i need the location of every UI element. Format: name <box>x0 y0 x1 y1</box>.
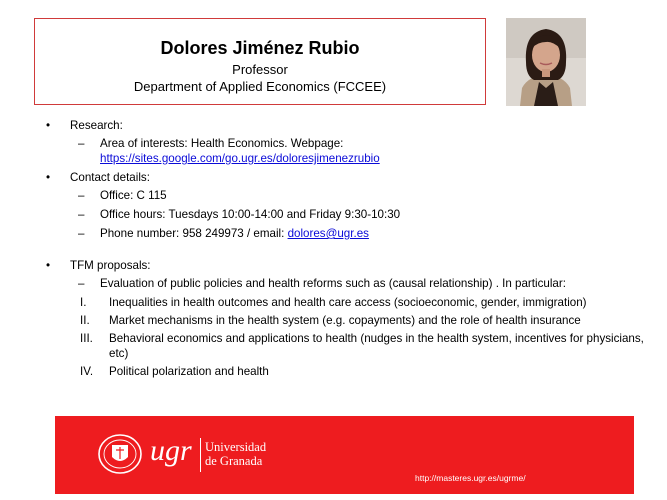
research-item <box>44 136 644 166</box>
tfm-item-text: Political polarization and health <box>109 365 269 378</box>
contact-bullet <box>44 170 644 185</box>
svg-text:ugr: ugr <box>150 434 192 467</box>
tfm-item <box>44 313 644 328</box>
tfm-item-number: I. <box>80 296 87 309</box>
bullet-icon: • <box>46 119 51 132</box>
dash-icon: – <box>78 137 85 150</box>
contact-label: Contact details: <box>70 171 150 184</box>
tfm-item <box>44 295 644 310</box>
tfm-item-text: Market mechanisms in the health system (e.g. copayments) and the role of health insurance <box>109 314 581 327</box>
phone-text: Phone number: 958 249973 / email: <box>100 227 288 240</box>
person-name: Dolores Jiménez Rubio <box>160 38 360 58</box>
tfm-item-text: Behavioral economics and applications to health (nudges in the health system, incentives for physicians, etc) <box>109 332 644 360</box>
tfm-bullet <box>44 258 644 273</box>
bullet-icon: • <box>46 171 51 184</box>
ugr-logo <box>150 434 198 468</box>
tfm-intro-text: Evaluation of public policies and health reforms such as (causal relationship) . In particular: <box>100 277 566 290</box>
tfm-item <box>44 364 644 379</box>
department: Department of Applied Economics (FCCEE) <box>133 79 387 94</box>
research-bullet <box>44 118 644 133</box>
office-text: Office: C 115 <box>100 189 167 202</box>
dash-icon: – <box>78 227 85 240</box>
tfm-label: TFM proposals: <box>70 259 151 272</box>
tfm-item-number: III. <box>80 332 93 345</box>
header-box <box>34 18 486 105</box>
tfm-item-number: IV. <box>80 365 94 378</box>
dash-icon: – <box>78 208 85 221</box>
dash-icon: – <box>78 277 85 290</box>
tfm-item <box>44 331 644 361</box>
footer-banner <box>55 416 634 494</box>
content <box>44 118 644 382</box>
footer-url: http://masteres.ugr.es/ugrme/ <box>415 473 526 483</box>
university-line-2: de Granada <box>205 454 263 468</box>
profile-photo <box>506 18 586 106</box>
tfm-item-text: Inequalities in health outcomes and health care access (socioeconomic, gender, immigration) <box>109 296 587 309</box>
tfm-item-number: II. <box>80 314 90 327</box>
university-name <box>205 440 266 468</box>
university-seal-icon <box>97 433 143 475</box>
university-line-1: Universidad <box>205 440 267 454</box>
dash-icon: – <box>78 189 85 202</box>
research-text: Area of interests: Health Economics. Webpage: <box>100 137 344 150</box>
person-role: Professor <box>232 62 288 77</box>
research-label: Research: <box>70 119 123 132</box>
webpage-link[interactable]: https://sites.google.com/go.ugr.es/doloresjimenezrubio <box>100 152 380 165</box>
hours-item <box>44 207 644 222</box>
logo-separator <box>200 438 201 472</box>
phone-item <box>44 226 644 241</box>
hours-text: Office hours: Tuesdays 10:00-14:00 and Friday 9:30-10:30 <box>100 208 401 221</box>
bullet-icon: • <box>46 259 51 272</box>
tfm-intro <box>44 276 644 291</box>
office-item <box>44 188 644 203</box>
email-link[interactable]: dolores@ugr.es <box>287 227 369 240</box>
